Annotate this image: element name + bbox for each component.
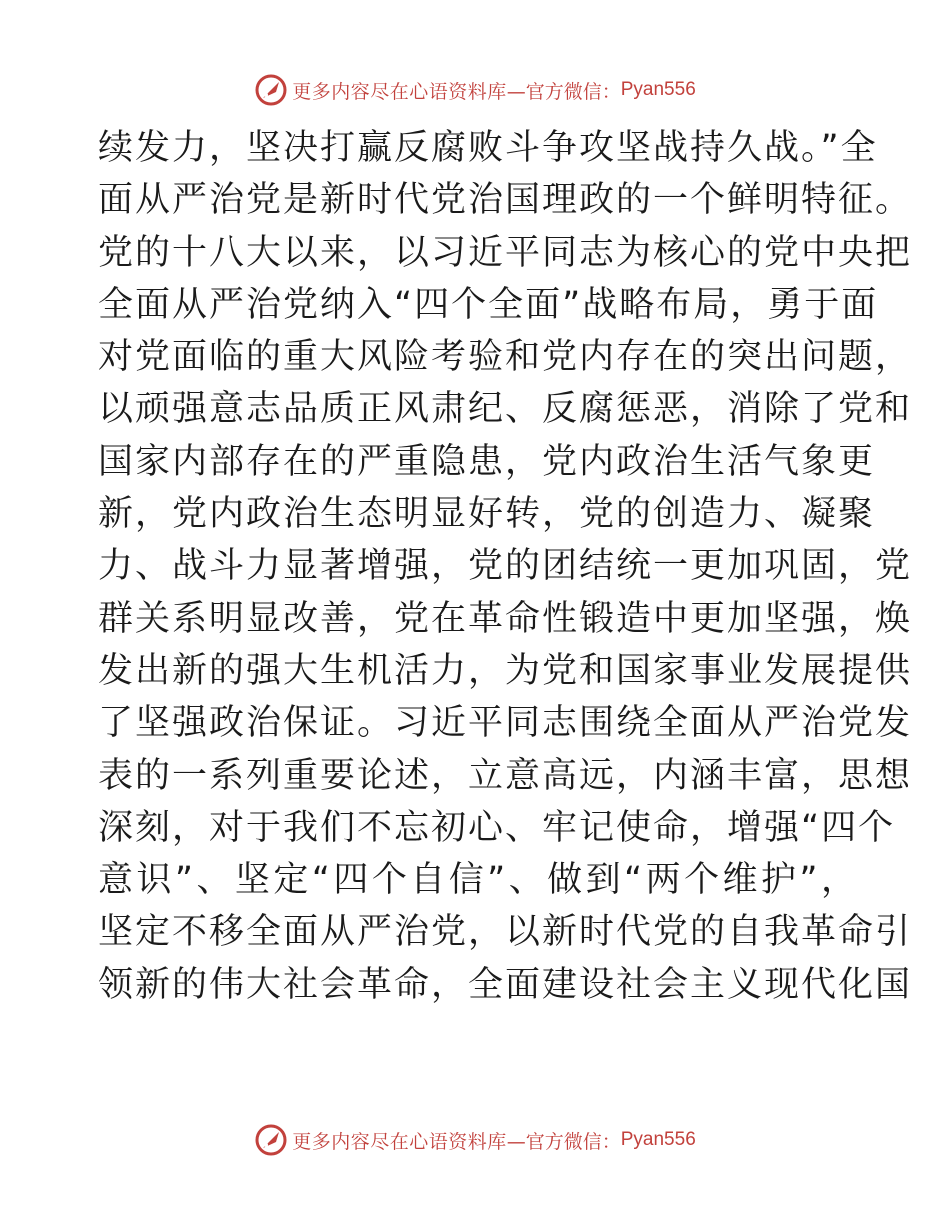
text-line: 国家内部存在的严重隐患，党内政治生活气象更 — [98, 441, 876, 482]
text-line: 对党面临的重大风险考验和党内存在的突出问题， — [98, 337, 913, 378]
text-line: 以顽强意志品质正风肃纪、反腐惩恶，消除了党和 — [98, 389, 913, 430]
text-line: 新，党内政治生态明显好转，党的创造力、凝聚 — [98, 494, 876, 535]
body-text — [98, 122, 913, 1011]
footer-promo-text: 更多内容尽在心语资料库 — [292, 1130, 507, 1153]
text-line: 领新的伟大社会革命，全面建设社会主义现代化国 — [98, 964, 913, 1005]
text-line: 全面从严治党纳入“四个全面”战略布局，勇于面 — [98, 284, 879, 325]
footer-wechat-id: Pyan556 — [620, 1129, 696, 1150]
quill-circle-icon — [254, 73, 288, 107]
footer-banner — [0, 1120, 950, 1160]
text-line: 深刻，对于我们不忘初心、牢记使命，增强“四个 — [98, 807, 896, 848]
text-line: 意识”、坚定“四个自信”、做到“两个维护”， — [98, 860, 858, 901]
footer-official-label: —官方微信： — [506, 1130, 621, 1153]
text-line: 续发力，坚决打赢反腐败斗争攻坚战持久战。”全 — [98, 128, 878, 168]
text-line: 表的一系列重要论述，立意高远，内涵丰富，思想 — [98, 755, 913, 796]
text-line: 力、战斗力显著增强，党的团结统一更加巩固，党 — [98, 546, 913, 587]
text-line: 发出新的强大生机活力，为党和国家事业发展提供 — [98, 650, 913, 691]
text-line: 坚定不移全面从严治党，以新时代党的自我革命引 — [98, 912, 913, 953]
header-promo-text: 更多内容尽在心语资料库 — [292, 80, 507, 103]
header-official-label: —官方微信： — [506, 80, 621, 103]
text-line: 群关系明显改善，党在革命性锻造中更加坚强，焕 — [98, 598, 913, 639]
header-banner — [0, 70, 950, 110]
text-line: 面从严治党是新时代党治国理政的一个鲜明特征。 — [98, 180, 913, 221]
header-wechat-id: Pyan556 — [620, 79, 696, 100]
text-line: 了坚强政治保证。习近平同志围绕全面从严治党发 — [98, 703, 913, 744]
quill-circle-icon — [254, 1123, 288, 1157]
text-line: 党的十八大以来，以习近平同志为核心的党中央把 — [98, 232, 913, 273]
